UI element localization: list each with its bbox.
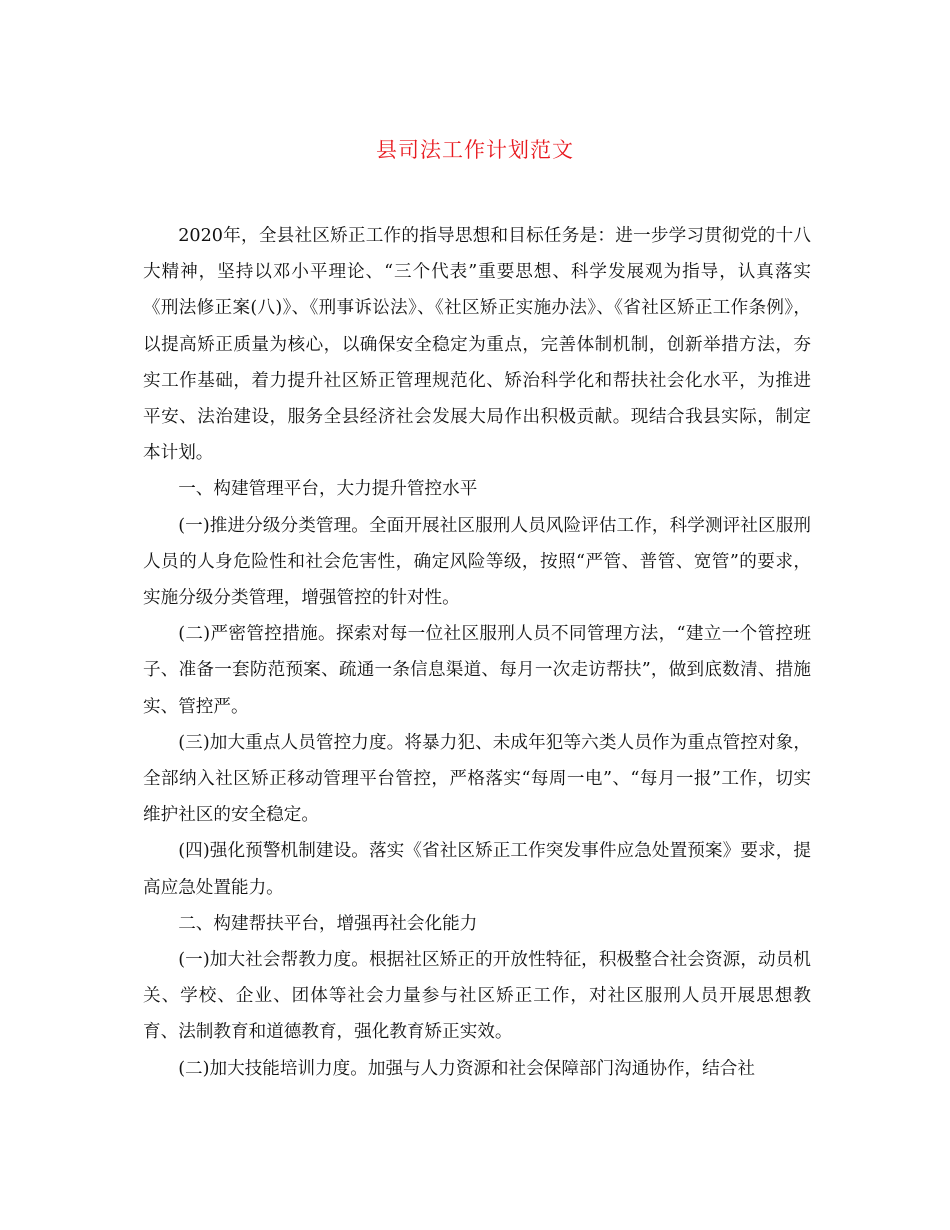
paragraph-1-2: (二)严密管控措施。探索对每一位社区服刑人员不同管理方法，“建立一个管控班子、准备一套防范预案、疏通一条信息渠道、每月一次走访帮扶”，做到底数清、措施实、管控严。 (143, 624, 811, 717)
paragraph-1-4: (四)强化预警机制建设。落实《省社区矫正工作突发事件应急处置预案》要求，提高应急处置能力。 (143, 841, 811, 898)
document-body (143, 218, 811, 1087)
paragraph-2-2: (二)加大技能培训力度。加强与人力资源和社会保障部门沟通协作，结合社 (178, 1058, 755, 1079)
document-title: 县司法工作计划范文 (376, 138, 574, 162)
section-heading-1: 一、构建管理平台，大力提升管控水平 (178, 479, 478, 500)
paragraph-intro: 2020年，全县社区矫正工作的指导思想和目标任务是：进一步学习贯彻党的十八大精神，坚持以邓小平理论、“三个代表”重要思想、科学发展观为指导，认真落实《刑法修正案(八)》、《刑事诉讼法》、《社区矫正实施办法》、《省社区矫正工作条例》，以提高矫正质量为核心，以确保安全稳定为重点，完善体制机制，创新举措方法，夯实工作基础，着力提升社区矫正管理规范化、矫治科学化和帮扶社会化水平，为推进平安、法治建设，服务全县经济社会发展大局作出积极贡献。现结合我县实际，制定本计划。 (143, 226, 811, 464)
paragraph-1-3: (三)加大重点人员管控力度。将暴力犯、未成年犯等六类人员作为重点管控对象，全部纳入社区矫正移动管理平台管控，严格落实“每周一电”、“每月一报”工作，切实维护社区的安全稳定。 (143, 732, 811, 826)
section-heading-2: 二、构建帮扶平台，增强再社会化能力 (178, 913, 478, 934)
paragraph-1-1: (一)推进分级分类管理。全面开展社区服刑人员风险评估工作，科学测评社区服刑人员的人身危险性和社会危害性，确定风险等级，按照“严管、普管、宽管”的要求，实施分级分类管理，增强管控的针对性。 (143, 515, 811, 609)
paragraph-2-1: (一)加大社会帮教力度。根据社区矫正的开放性特征，积极整合社会资源，动员机关、学校、企业、团体等社会力量参与社区矫正工作，对社区服刑人员开展思想教育、法制教育和道德教育，强化教育矫正实效。 (143, 950, 811, 1043)
